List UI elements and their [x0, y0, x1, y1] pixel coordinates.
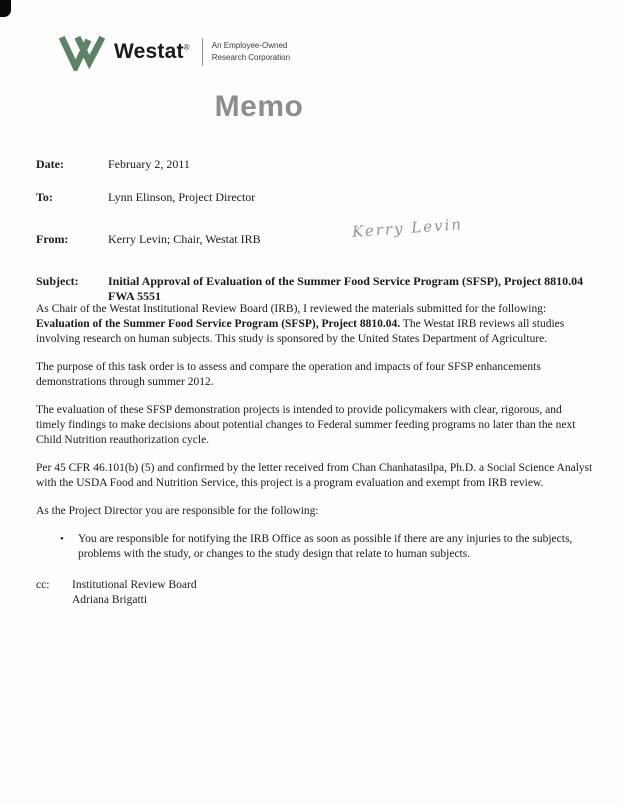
p1-text-bold: Evaluation of the Summer Food Service Program (SFSP), Project 8810.04.	[36, 318, 401, 330]
field-row-subject	[36, 274, 592, 304]
subject-label: Subject:	[36, 274, 79, 288]
cc-line: Institutional Review Board	[72, 579, 197, 591]
memo-body	[36, 302, 594, 608]
to-label: To:	[36, 190, 53, 204]
signature-handwriting: Kerry Levin	[351, 215, 464, 241]
date-label: Date:	[36, 157, 64, 171]
logo-divider	[202, 38, 203, 66]
bullet-item	[36, 532, 594, 562]
cc-label: cc:	[36, 579, 50, 591]
field-row-date	[36, 157, 592, 172]
memo-heading: Memo	[214, 90, 304, 123]
westat-name: Westat	[114, 40, 184, 63]
p1-text-c: The Westat IRB reviews all studies involving research on human subjects. This study is sponsored by the United States Department of Agriculture.	[36, 318, 565, 345]
cc-block	[36, 578, 594, 608]
subject-line-2: FWA 5551	[108, 289, 162, 303]
scan-artifact	[0, 0, 11, 17]
bullet-text: You are responsible for notifying the IRB Office as soon as possible if there are any injuries to the subjects, problems with the study, or changes to the study design that relate to human subjects.	[78, 533, 573, 560]
field-row-from	[36, 232, 592, 247]
p1-text-a: As Chair of the Westat Institutional Review Board (IRB), I reviewed the materials submitted for the following:	[36, 303, 547, 315]
subject-line-1: Initial Approval of Evaluation of the Summer Food Service Program (SFSP), Project 8810.04	[108, 274, 584, 288]
date-value: February 2, 2011	[108, 157, 190, 171]
tagline-line: An Employee-Owned	[211, 41, 288, 51]
body-paragraph-3: The evaluation of these SFSP demonstration projects is intended to provide policymakers with clear, rigorous, and timely findings to make decisions about potential changes to Federal summer feeding programs no later than the next Child Nutrition reauthorization cycle.	[36, 404, 576, 446]
bullet-marker: •	[60, 533, 64, 545]
from-label: From:	[36, 232, 69, 246]
cc-lines	[72, 578, 197, 608]
body-paragraph-2: The purpose of this task order is to assess and compare the operation and impacts of four SFSP enhancements demonstrations through summer 2012.	[36, 361, 541, 388]
cc-line: Adriana Brigatti	[72, 594, 148, 606]
body-paragraph-4: Per 45 CFR 46.101(b) (5) and confirmed by the letter received from Chan Chanhatasilpa, Ph.D. a Social Science Analyst with the USDA Food and Nutrition Service, this project is a program evaluation and exempt from IRB review.	[36, 462, 593, 489]
from-value: Kerry Levin; Chair, Westat IRB	[108, 232, 261, 246]
westat-logo	[58, 33, 290, 71]
to-value: Lynn Elinson, Project Director	[108, 190, 256, 204]
body-paragraph-5: As the Project Director you are responsible for the following:	[36, 505, 319, 517]
field-row-to	[36, 190, 592, 205]
body-paragraph-1	[36, 302, 594, 347]
subject-value	[108, 274, 592, 304]
registered-mark: ®	[183, 43, 190, 52]
westat-wordmark	[114, 40, 190, 64]
westat-chevrons-icon	[58, 33, 106, 71]
tagline-line: Research Corporation	[211, 53, 291, 62]
logo-tagline	[212, 40, 290, 63]
